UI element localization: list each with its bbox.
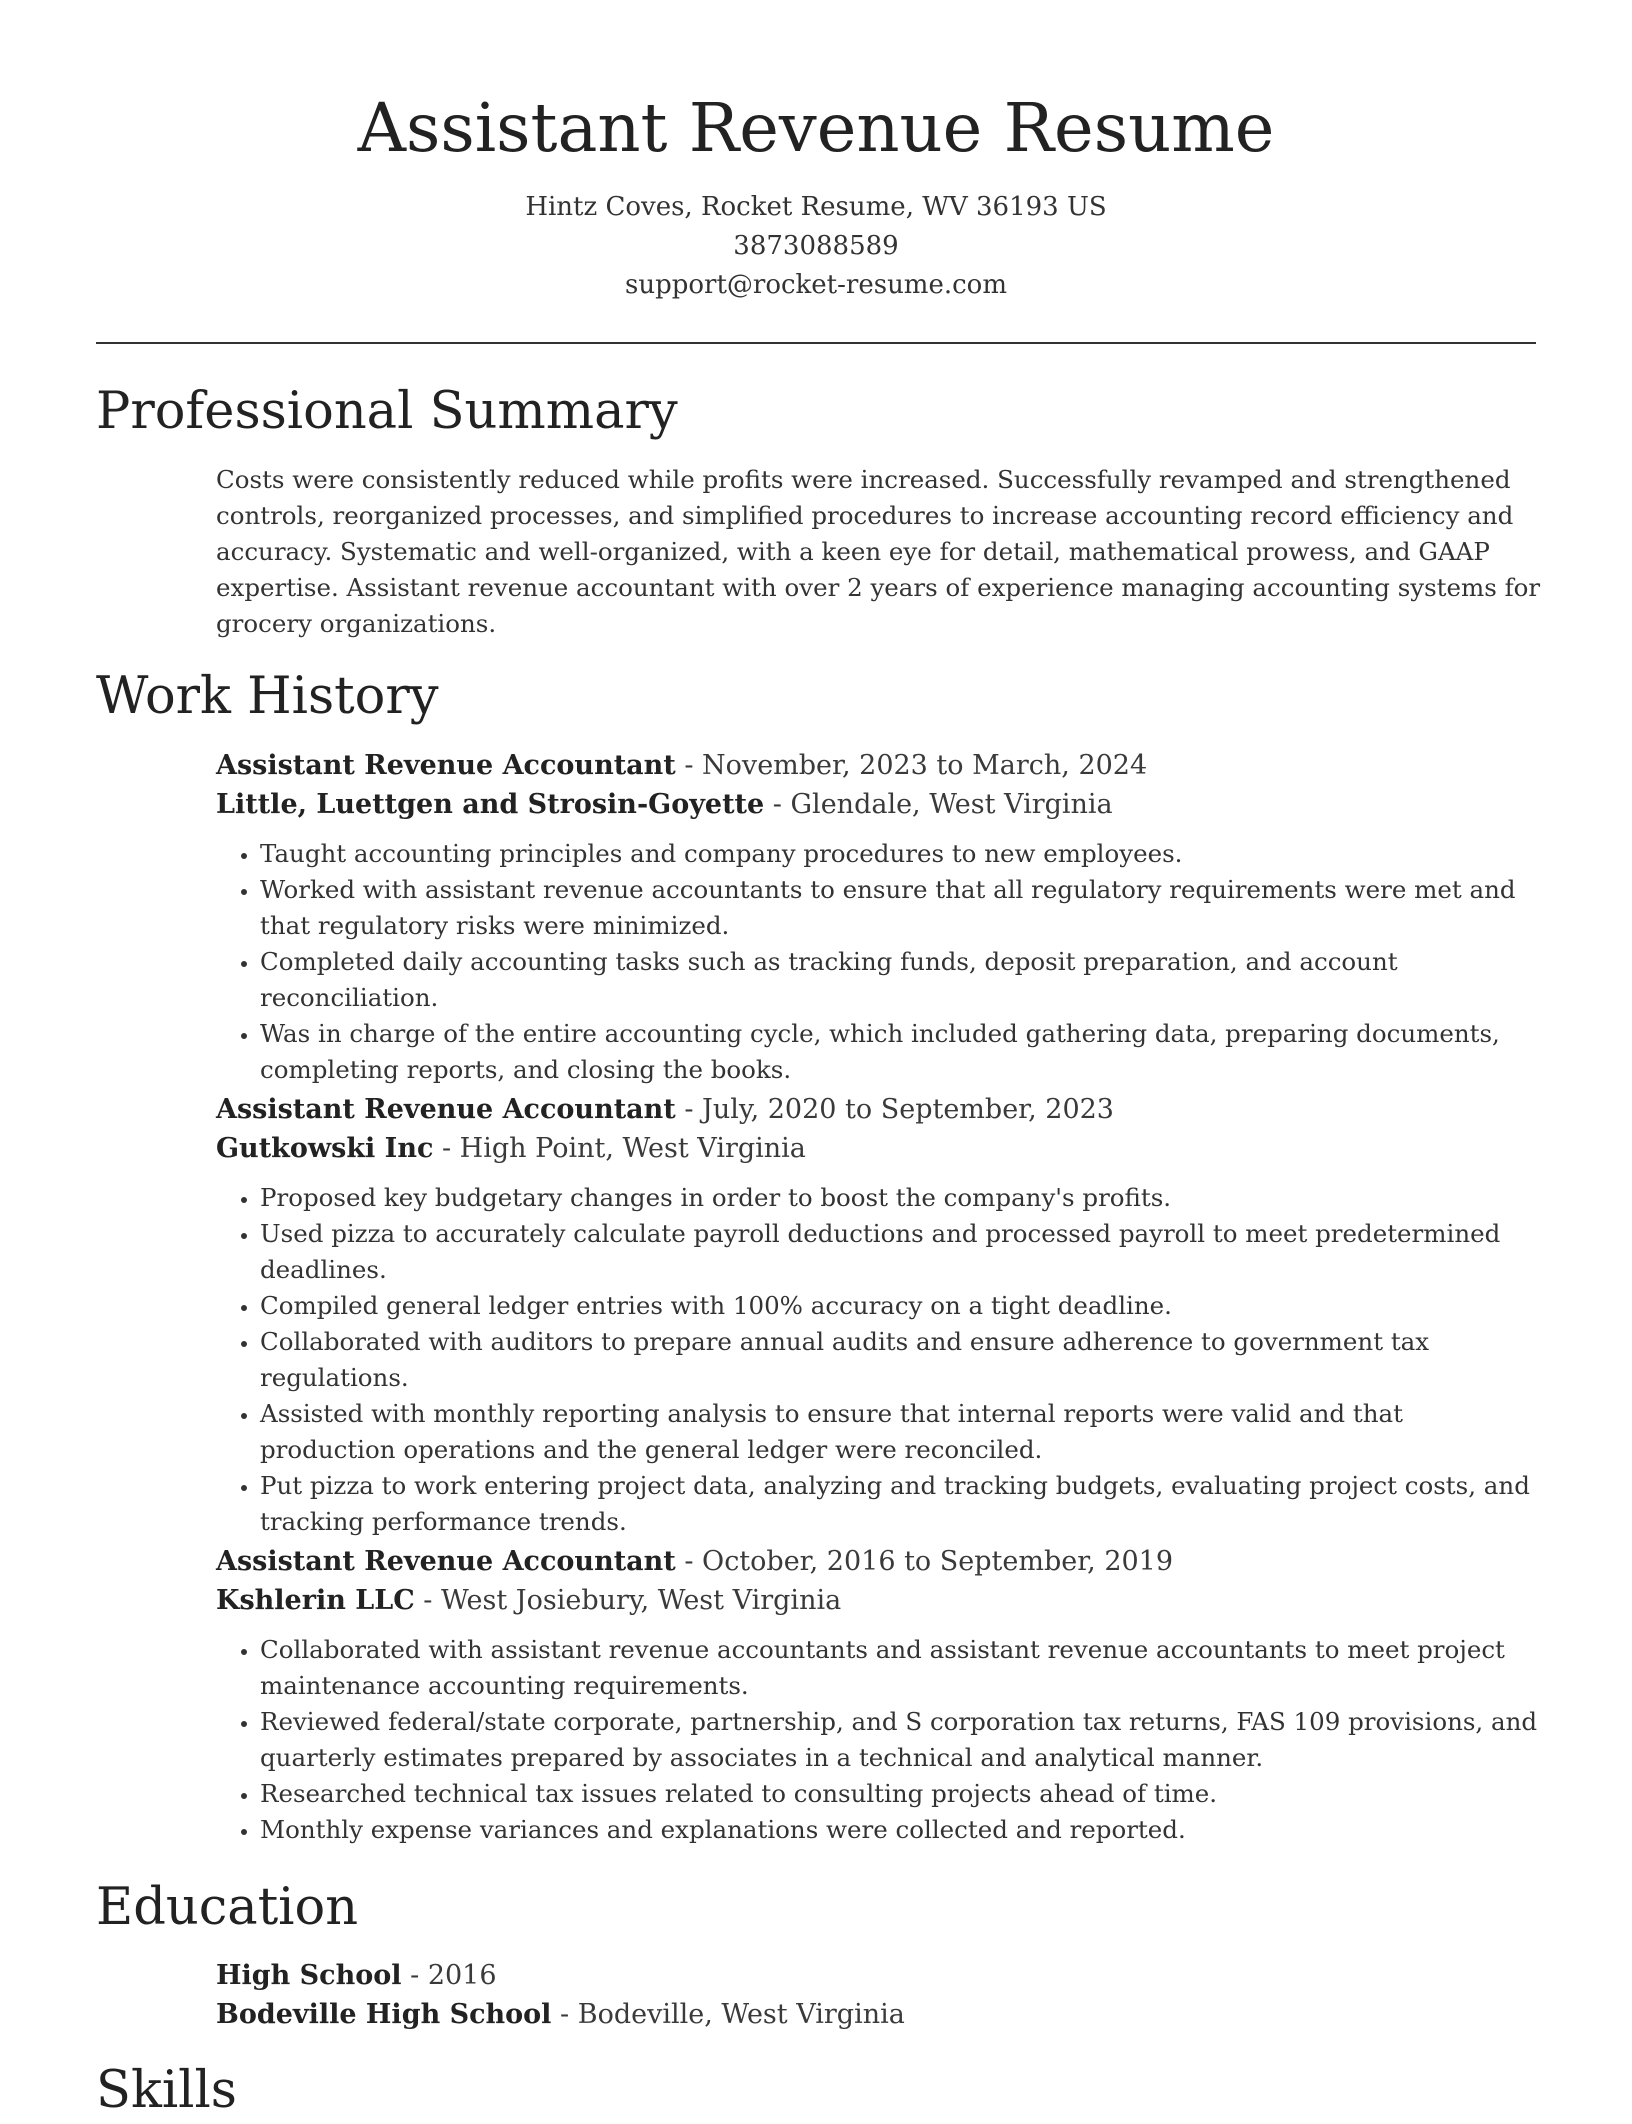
job-company: Little, Luettgen and Strosin-Goyette: [216, 789, 765, 820]
job-duties-list: [216, 1180, 1546, 1540]
list-item: • Taught accounting principles and company procedures to new employees.: [260, 836, 1546, 872]
job-company: Kshlerin LLC: [216, 1585, 415, 1616]
section-title-work-history: Work History: [96, 667, 439, 726]
education-school-line: [216, 1995, 1546, 2034]
job-entry: [216, 746, 1546, 1088]
address: Hintz Coves, Rocket Resume, WV 36193 US: [525, 192, 1107, 222]
section-title-summary: Professional Summary: [96, 382, 678, 441]
job-location: - West Josiebury, West Virginia: [414, 1585, 842, 1616]
education-year: - 2016: [401, 1960, 497, 1991]
list-item: • Reviewed federal/state corporate, partnership, and S corporation tax returns, FAS 109 provisions, and quarterly estimates prepared by associates in a technical and analytical manner.: [260, 1704, 1546, 1776]
email: support@rocket-resume.com: [624, 270, 1007, 300]
list-item: • Monthly expense variances and explanations were collected and reported.: [260, 1812, 1546, 1848]
list-item: • Used pizza to accurately calculate payroll deductions and processed payroll to meet predetermined deadlines.: [260, 1216, 1546, 1288]
list-item: • Completed daily accounting tasks such as tracking funds, deposit preparation, and account reconciliation.: [260, 944, 1546, 1016]
list-item: • Was in charge of the entire accounting cycle, which included gathering data, preparing documents, completing reports, and closing the books.: [260, 1016, 1546, 1088]
job-location: - Glendale, West Virginia: [764, 789, 1113, 820]
list-item: • Assisted with monthly reporting analysis to ensure that internal reports were valid and that production operations and the general ledger were reconciled.: [260, 1396, 1546, 1468]
job-company: Gutkowski Inc: [216, 1133, 434, 1164]
job-entry: [216, 1542, 1546, 1848]
job-duties-list: [216, 836, 1546, 1088]
section-title-skills: Skills: [96, 2061, 237, 2120]
summary-text: Costs were consistently reduced while profits were increased. Successfully revamped and strengthened controls, reorganized processes, and simplified procedures to increase accounting record efficiency and accuracy. Systematic and well-organized, with a keen eye for detail, mathematical prowess, and GAAP expertise. Assistant revenue accountant with over 2 years of experience managing accounting systems for grocery organizations.: [216, 465, 1541, 638]
education-location: - Bodeville, West Virginia: [551, 1999, 905, 2030]
list-item: • Researched technical tax issues related to consulting projects ahead of time.: [260, 1776, 1546, 1812]
list-item: • Compiled general ledger entries with 100% accuracy on a tight deadline.: [260, 1288, 1546, 1324]
list-item: • Worked with assistant revenue accountants to ensure that all regulatory requirements were met and that regulatory risks were minimized.: [260, 872, 1546, 944]
job-role: Assistant Revenue Accountant: [216, 1546, 676, 1577]
list-item: • Collaborated with assistant revenue accountants and assistant revenue accountants to meet project maintenance accounting requirements.: [260, 1632, 1546, 1704]
list-item: • Proposed key budgetary changes in order to boost the company's profits.: [260, 1180, 1546, 1216]
job-location: - High Point, West Virginia: [433, 1133, 806, 1164]
job-company-line: [216, 785, 1546, 824]
job-company-line: [216, 1581, 1546, 1620]
list-item: • Put pizza to work entering project data, analyzing and tracking budgets, evaluating project costs, and tracking performance trends.: [260, 1468, 1546, 1540]
job-title-line: [216, 1542, 1546, 1581]
list-item: • Collaborated with auditors to prepare annual audits and ensure adherence to government tax regulations.: [260, 1324, 1546, 1396]
job-title-line: [216, 1090, 1546, 1129]
summary-block: [216, 462, 1546, 642]
education-degree-line: [216, 1956, 1546, 1995]
section-title-education: Education: [96, 1878, 359, 1937]
header-divider: [96, 342, 1536, 344]
phone: 3873088589: [733, 231, 899, 261]
resume-header: [96, 80, 1536, 305]
job-company-line: [216, 1129, 1546, 1168]
education-degree: High School: [216, 1960, 402, 1991]
job-role: Assistant Revenue Accountant: [216, 750, 676, 781]
job-title-line: [216, 746, 1546, 785]
job-duties-list: [216, 1632, 1546, 1848]
job-dates: - November, 2023 to March, 2024: [675, 750, 1148, 781]
education-entry: [216, 1956, 1546, 2034]
job-entry: [216, 1090, 1546, 1540]
job-role: Assistant Revenue Accountant: [216, 1094, 676, 1125]
education-school: Bodeville High School: [216, 1999, 552, 2030]
resume-title: Assistant Revenue Resume: [357, 89, 1275, 167]
job-dates: - July, 2020 to September, 2023: [675, 1094, 1114, 1125]
job-dates: - October, 2016 to September, 2019: [675, 1546, 1174, 1577]
